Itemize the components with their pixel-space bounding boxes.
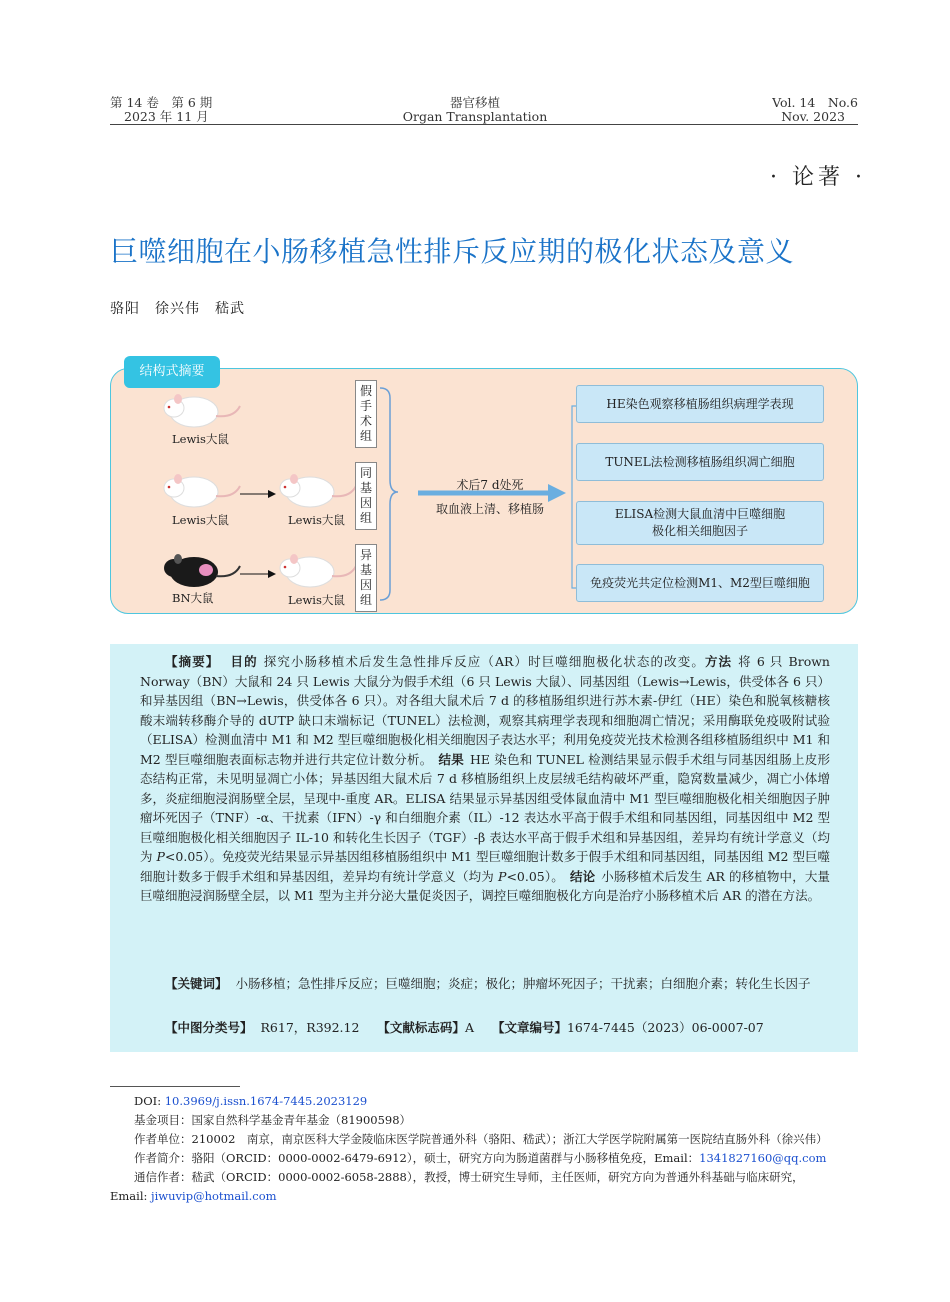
conclusion-text: 小肠移植术后发生 AR 的移植物中，大量巨噬细胞浸润肠壁全层，以 M1 型为主并分泌大量促炎因子，调控巨噬细胞极化方向是治疗小肠移植术后 AR 的潜在方法。 xyxy=(140,868,830,903)
conclusion-label: 结论 xyxy=(569,868,596,884)
lewis-rat-recipient-icon xyxy=(280,554,356,587)
corresponding-text: 通信作者：嵇武（ORCID：0000-0002-6058-2888），教授，博士研究生导师，主任医师，研究方向为普通外科基础与临床研究， xyxy=(134,1170,804,1184)
rat-label-bn: BN大鼠 xyxy=(172,591,214,605)
abstract-text xyxy=(140,652,830,906)
rat-label-lewis: Lewis大鼠 xyxy=(172,432,229,446)
method-elisa-label: ELISA检测大鼠血清中巨噬细胞 xyxy=(614,507,786,521)
rat-label-lewis: Lewis大鼠 xyxy=(288,513,345,527)
method-elisa xyxy=(576,501,824,545)
journal-name-en: Organ Transplantation xyxy=(402,109,548,124)
method-tunel xyxy=(576,443,824,481)
methods-text: 将 6 只 Brown Norway（BN）大鼠和 24 只 Lewis 大鼠分为假手术组（6 只 Lewis 大鼠）、同基因组（Lewis→Lewis，供受体各 6 只）和异基因组（BN→Lewis，供受体各 6 只）。对各组大鼠术后 7 d 的移植肠组织进行苏木素-伊红（HE）染色和脱氧核糖核酸末端转移酶介导的 dUTP 缺口末端标记（TUNEL）法检测，观察其病理学表现和细胞凋亡情况；采用酶联免疫吸附试验（ELISA）检测血清中 M1 和 M2 型巨噬细胞极化相关细胞因子表达水平；利用免疫荧光技术检测各组移植肠组织中 M1 和 M2 型巨噬细胞表面标志物并进行共定位计数分析。 xyxy=(140,654,830,767)
p-value-symbol: P xyxy=(156,849,165,864)
rat-label-lewis: Lewis大鼠 xyxy=(288,593,345,607)
date-en: Nov. 2023 xyxy=(781,109,845,124)
abstract-label: 【摘要】 xyxy=(165,654,220,669)
group-syngeneic xyxy=(355,462,377,530)
method-tunel-label: TUNEL法检测移植肠组织凋亡细胞 xyxy=(605,454,795,469)
group-brace xyxy=(380,388,398,600)
group-sham-label: 假手术组 xyxy=(359,384,372,443)
article-no-value: 1674-7445（2023）06-0007-07 xyxy=(566,1020,764,1035)
doi-link[interactable]: 10.3969/j.issn.1674-7445.2023129 xyxy=(164,1094,368,1108)
graphical-abstract-tag: 结构式摘要 xyxy=(124,356,220,388)
fund-text: 基金项目：国家自然科学基金青年基金（81900598） xyxy=(134,1113,412,1127)
footnote-doi xyxy=(110,1092,860,1111)
email-label: Email: xyxy=(110,1189,152,1203)
header-rule xyxy=(110,124,858,125)
results-label: 结果 xyxy=(438,751,465,767)
group-syngeneic-label: 同基因组 xyxy=(359,466,372,525)
results-text-2: <0.05）。免疫荧光结果显示异基因组移植肠组织中 M1 型巨噬细胞计数多于假手术组和同基因组，同基因组 M2 型巨噬细胞计数多于假手术组和异基因组，差异均有统计学意义（均为 xyxy=(140,849,830,884)
doi-label: DOI: xyxy=(134,1094,165,1108)
article-no-label: 【文章编号】 xyxy=(491,1020,567,1035)
journal-issue xyxy=(110,96,212,124)
group-allogeneic-label: 异基因组 xyxy=(359,548,372,607)
clc-label: 【中图分类号】 xyxy=(165,1020,253,1035)
footnote-affiliation xyxy=(110,1130,860,1149)
method-if xyxy=(576,564,824,602)
doc-code-value: A xyxy=(464,1020,474,1035)
arrow-right-icon xyxy=(268,490,276,498)
section-label: · 论著 · xyxy=(770,165,866,190)
keywords xyxy=(140,974,830,994)
bio-email-link[interactable]: 1341827160@qq.com xyxy=(699,1151,827,1165)
results-text: HE 染色和 TUNEL 检测结果显示假手术组与同基因组肠上皮形态结构正常，未见明显凋亡小体；异基因组大鼠术后 7 d 移植肠组织上皮层绒毛结构破坏严重，隐窝数量减少，凋亡小体增多，炎症细胞浸润肠壁全层，呈现中-重度 AR。ELISA 结果显示异基因组受体鼠血清中 M1 型巨噬细胞极化相关细胞因子肿瘤坏死因子（TNF）-α、干扰素（IFN）-γ 和白细胞介素（IL）-12 表达水平高于假手术组和同基因组，同基因组中 M2 型巨噬细胞极化相关细胞因子 IL-10 和转化生长因子（TGF）-β 表达水平高于假手术组和异基因组，差异均有统计学意义（均为 xyxy=(140,751,830,864)
affiliation-text: 作者单位：210002 南京，南京医科大学金陵临床医学院普通外科（骆阳、嵇武）；浙江大学医学院附属第一医院结直肠外科（徐兴伟） xyxy=(134,1132,828,1146)
method-if-label: 免疫荧光共定位检测M1、M2型巨噬细胞 xyxy=(590,575,810,590)
classification-line xyxy=(140,1018,830,1038)
results-text-3: <0.05）。 xyxy=(506,868,564,884)
method-elisa-label-2: 极化相关细胞因子 xyxy=(651,524,748,538)
issue-date: 2023 年 11 月 xyxy=(124,109,209,124)
footnote-rule xyxy=(110,1086,240,1087)
rat-label-lewis: Lewis大鼠 xyxy=(172,513,229,527)
volume-en: Vol. 14 No.6 xyxy=(772,95,858,110)
arrow-caption-sample: 取血液上清、移植肠 xyxy=(435,502,544,516)
bn-rat-icon xyxy=(164,554,240,587)
lewis-rat-donor-icon xyxy=(164,474,240,507)
bio-text: 作者简介：骆阳（ORCID：0000-0002-6479-6912），硕士，研究方向为肠道菌群与小肠移植免疫，Email： xyxy=(134,1151,700,1165)
doc-code-label: 【文献标志码】 xyxy=(377,1020,465,1035)
method-he-label: HE染色观察移植肠组织病理学表现 xyxy=(606,396,794,411)
objective-label: 目的 xyxy=(230,654,258,669)
issue-volume: 第 14 卷 第 6 期 xyxy=(110,95,213,110)
arrow-caption-time: 术后7 d处死 xyxy=(456,478,524,492)
journal-volume-en xyxy=(772,96,858,124)
footnote-corresponding xyxy=(110,1168,860,1206)
clc-value: R617，R392.12 xyxy=(260,1020,360,1035)
journal-name xyxy=(390,96,560,124)
methods-label: 方法 xyxy=(704,654,733,669)
corresponding-email-link[interactable]: jiwuvip@hotmail.com xyxy=(151,1189,277,1203)
group-sham xyxy=(355,380,377,448)
group-allogeneic xyxy=(355,544,377,612)
lewis-rat-icon xyxy=(164,394,240,427)
footnote-bio xyxy=(110,1149,860,1168)
keywords-label: 【关键词】 xyxy=(165,976,228,991)
journal-name-cn: 器官移植 xyxy=(449,95,500,110)
arrow-right-icon xyxy=(268,570,276,578)
p-value-symbol: P xyxy=(498,868,507,884)
footnote-fund xyxy=(110,1111,860,1130)
author-list: 骆阳 徐兴伟 嵇武 xyxy=(110,301,245,317)
objective-text: 探究小肠移植术后发生急性排斥反应（AR）时巨噬细胞极化状态的改变。 xyxy=(263,654,705,669)
article-title: 巨噬细胞在小肠移植急性排斥反应期的极化状态及意义 xyxy=(110,235,795,268)
lewis-rat-recipient-icon xyxy=(280,474,356,507)
keywords-text: 小肠移植；急性排斥反应；巨噬细胞；炎症；极化；肿瘤坏死因子；干扰素；白细胞介素；转化生长因子 xyxy=(235,976,811,991)
method-he xyxy=(576,385,824,423)
